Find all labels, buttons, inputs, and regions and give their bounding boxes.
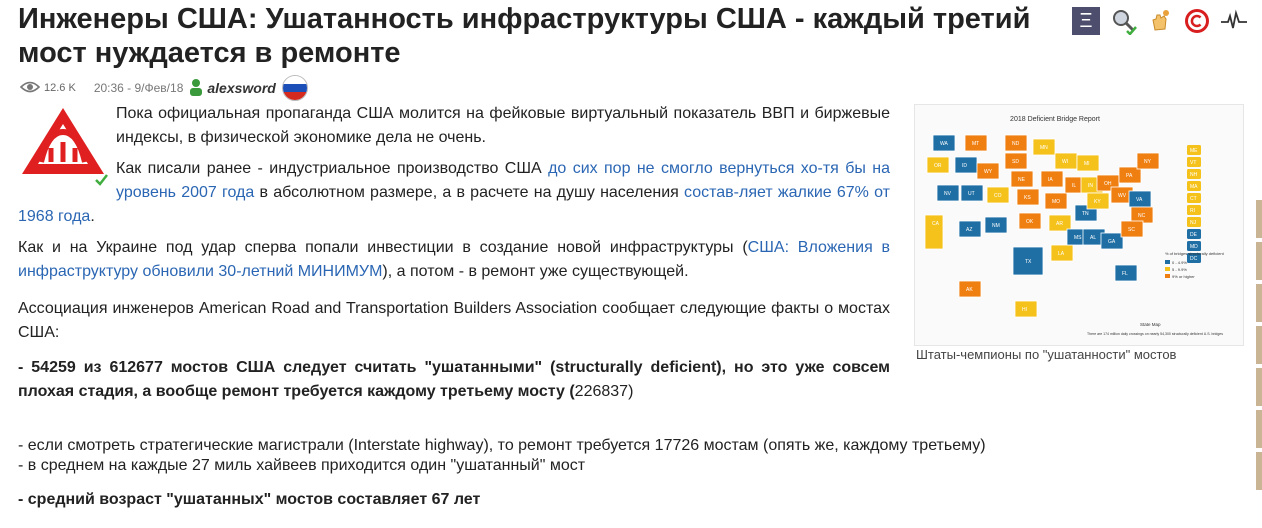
user-icon [189,78,203,99]
author-link[interactable]: alexsword [207,80,276,96]
state-label: TX [1025,259,1032,265]
state-or [927,157,949,173]
link-per-capita[interactable]: состав-ляет жалкие 67% от 1968 года [18,184,890,225]
paragraph-4: Ассоциация инженеров American Road and Transportation Builders Association сообщает следующие факты о мостах США: [18,300,890,341]
state-label: CT [1190,196,1197,202]
state-label: MS [1074,235,1082,241]
state-label: KS [1024,195,1031,201]
state-label: MA [1190,184,1198,190]
figure-caption: Штаты-чемпионы по "ушатанности" мостов [916,347,1177,362]
state-label: WI [1062,159,1069,165]
paragraph-3: Как и на Украине под удар сперва попали инвестиции в создание новой инфраструктуры (США: Вложения в инфраструктуру обновили 30-летний МИНИМУМ), а потом - в ремонт уже существующей. [18,239,891,280]
state-vt [1187,157,1201,167]
post-date: 20:36 - 9/Фев/18 [93,81,184,95]
article-meta [20,76,308,100]
thumbnail[interactable] [1256,284,1262,322]
e-icon[interactable]: Ξ [1072,7,1100,35]
map-label: State Map [1140,322,1161,327]
state-label: TN [1082,211,1089,217]
state-label: LA [1058,251,1065,257]
state-mn [1033,139,1055,155]
state-tx [1013,247,1043,275]
state-ok [1019,213,1041,229]
state-ne [1011,171,1033,187]
side-thumbnails[interactable] [1256,0,1262,490]
northeast-tiles [1187,145,1201,263]
state-label: OH [1104,181,1112,187]
state-wy [977,163,999,179]
legend-mid: 5 - 9.9% [1172,267,1187,272]
legend-high: 9% or higher [1172,274,1195,279]
state-ky [1087,193,1109,209]
state-label: NV [944,191,951,197]
state-label: NM [992,223,1000,229]
state-co [987,187,1009,203]
state-nm [985,217,1007,233]
state-label: VA [1136,197,1143,203]
eye-icon [20,80,40,97]
figure-footer: There are 174 million daily crossings on nearly 54,300 structurally deficient U.S. bridges [1087,332,1223,336]
state-ca [925,215,943,249]
state-label: NC [1138,213,1146,219]
state-label: KY [1094,199,1101,205]
state-label: AK [966,287,973,293]
state-label: AL [1090,235,1097,241]
article-body [18,102,890,404]
magnifier-icon[interactable] [1109,7,1137,35]
state-ia [1041,171,1063,187]
state-sc [1121,221,1143,237]
state-label: DC [1190,256,1198,262]
state-label: SC [1128,227,1135,233]
state-mo [1045,193,1067,209]
state-label: MT [972,141,980,147]
state-nh [1187,169,1201,179]
thumbnail[interactable] [1256,200,1262,238]
bridge-report-figure[interactable] [914,104,1244,346]
state-label: MO [1052,199,1061,205]
state-me [1187,145,1201,155]
state-label: NY [1144,159,1151,165]
state-label: MD [1190,244,1198,250]
state-ks [1017,189,1039,205]
state-va [1129,191,1151,207]
state-de [1187,229,1201,239]
state-label: AZ [966,227,973,233]
state-label: GA [1108,239,1116,245]
state-ri [1187,205,1201,215]
paragraph-8: - средний возраст "ушатанных" мостов составляет 67 лет [18,491,481,508]
copyright-icon[interactable] [1183,7,1211,35]
view-count: 12.6 K [44,82,76,94]
state-label: IL [1072,183,1077,189]
state-nv [937,185,959,201]
state-label: AR [1056,221,1063,227]
pulse-icon[interactable] [1220,7,1248,35]
state-label: VT [1190,160,1197,166]
state-ut [961,185,983,201]
state-mi [1077,155,1099,171]
state-label: WA [940,141,948,147]
state-label: CO [994,193,1002,199]
site-logo[interactable] [18,102,108,186]
state-label: NH [1190,172,1198,178]
paragraph-5: - 54259 из 612677 мостов США следует считать "ушатанными" (structurally deficient), но это уже совсем плохая стадия, а вообще ремонт требуется каждому третьему мосту (226837) [18,359,890,400]
state-label: NJ [1190,220,1197,226]
legend [1165,251,1225,279]
paragraph-2: Как писали ранее - индустриальное производство США до сих пор не смогло вернуться хо-тя бы на уровень 2007 года в абсолютном размере, а в расчете на душу населения состав-ляет жалкие 67% от 1968 года. [18,160,890,225]
state-label: ID [962,163,967,169]
state-label: DE [1190,232,1197,238]
state-label: RI [1190,208,1195,214]
hand-icon[interactable] [1146,7,1174,35]
state-mt [965,135,987,151]
paragraph-1: Пока официальная пропаганда США молится на фейковые виртуальный показатель ВВП и биржевые индексы, в физической экономике дела не очень. [116,105,890,146]
state-fl [1115,265,1137,281]
state-label: PA [1126,173,1133,179]
us-bridge-map [915,105,1243,345]
header-icons [1072,7,1248,35]
state-label: SD [1012,159,1019,165]
paragraph-7: - в среднем на каждые 27 миль хайвеев приходится один "ушатанный" мост [18,457,586,474]
figure-title: 2018 Deficient Bridge Report [1010,116,1100,123]
state-az [959,221,981,237]
state-ny [1137,153,1159,169]
russia-flag-icon [282,75,308,101]
state-label: CA [932,221,939,227]
state-label: OK [1026,219,1034,225]
state-label: IN [1088,183,1093,189]
state-label: WY [984,169,993,175]
legend-low: 0 - 4.9% [1172,260,1187,265]
state-label: MI [1084,161,1090,167]
state-ak [959,281,981,297]
thumbnail[interactable] [1256,410,1262,448]
thumbnail[interactable] [1256,242,1262,280]
state-label: MN [1040,145,1048,151]
state-label: ND [1012,141,1020,147]
state-label: FL [1122,271,1128,277]
state-label: OR [934,163,942,169]
state-la [1051,245,1073,261]
state-label: IA [1048,177,1053,183]
thumbnail[interactable] [1256,326,1262,364]
state-wa [933,135,955,151]
state-tiles [925,135,1159,317]
thumbnail[interactable] [1256,452,1262,490]
article-title: Инженеры США: Ушатанность инфраструктуры США - каждый третий мост нуждается в ремонте [18,3,1031,69]
state-wi [1055,153,1077,169]
state-label: NE [1018,177,1025,183]
state-md [1187,241,1201,251]
legend-title: % of bridges structurally deficient [1165,251,1224,256]
link-industrial-production[interactable]: до сих пор не смогло вернуться хо-тя бы на уровень 2007 года [116,160,890,201]
state-nj [1187,217,1201,227]
state-label: HI [1022,307,1027,313]
state-label: UT [968,191,975,197]
state-ma [1187,181,1201,191]
state-hi [1015,301,1037,317]
state-label: WV [1118,193,1127,199]
thumbnail[interactable] [1256,368,1262,406]
state-ct [1187,193,1201,203]
state-label: ME [1190,148,1198,154]
link-infrastructure-minimum[interactable]: США: Вложения в инфраструктуру обновили 30-летний МИНИМУМ [18,239,891,280]
paragraph-6: - если смотреть стратегические магистрали (Interstate highway), то ремонт требуется 17726 мостам (опять же, каждому третьему) [18,437,986,454]
state-sd [1005,153,1027,169]
state-nd [1005,135,1027,151]
state-id [955,157,977,173]
state-ga [1101,233,1123,249]
